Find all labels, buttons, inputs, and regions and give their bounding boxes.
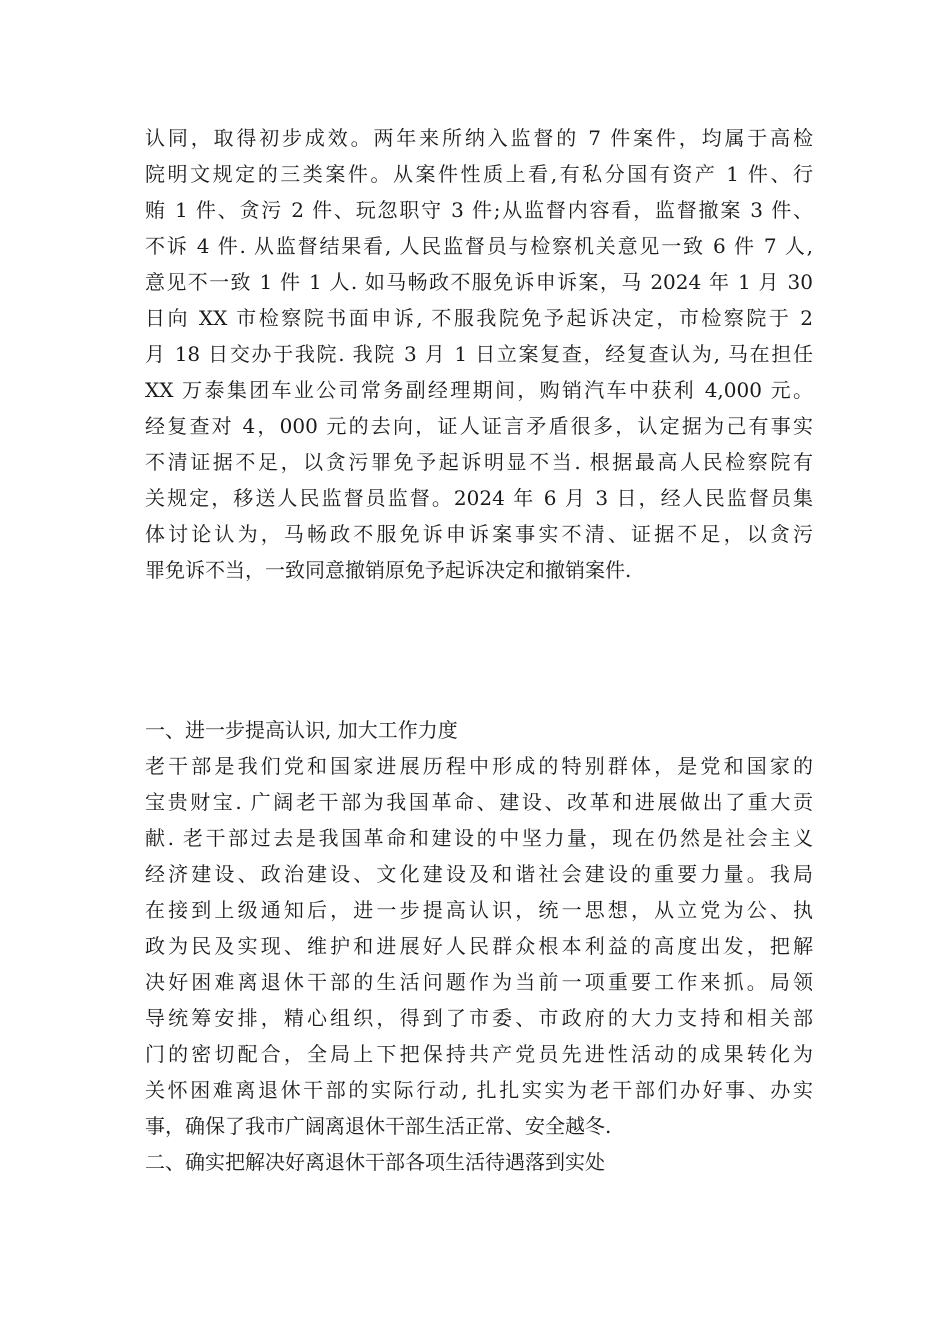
- paragraph-line: 贿 1 件、贪污 2 件、玩忽职守 3 件;从监督内容看，监督撤案 3 件、: [145, 198, 813, 222]
- paragraph-line: XX 万泰集团车业公司常务副经理期间，购销汽车中获利 4,000 元。: [145, 378, 813, 402]
- case-paragraph: [145, 120, 813, 588]
- paragraph-line: 罪免诉不当，一致同意撤销原免予起诉决定和撤销案件.: [145, 558, 632, 582]
- section-block: [145, 712, 813, 1180]
- paragraph-line: 导统筹安排，精心组织，得到了市委、市政府的大力支持和相关部: [145, 1006, 813, 1030]
- paragraph-line: 决好困难离退休干部的生活问题作为当前一项重要工作来抓。局领: [145, 970, 813, 994]
- paragraph-line: 政为民及实现、维护和进展好人民群众根本利益的高度出发，把解: [145, 934, 813, 958]
- paragraph-line: 献. 老干部过去是我国革命和建设的中坚力量，现在仍然是社会主义: [145, 826, 813, 850]
- paragraph-line: 门的密切配合，全局上下把保持共产党员先进性活动的成果转化为: [145, 1042, 813, 1066]
- paragraph-line: 宝贵财宝. 广阔老干部为我国革命、建设、改革和进展做出了重大贡: [145, 790, 813, 814]
- paragraph-line: 体讨论认为，马畅政不服免诉申诉案事实不清、证据不足，以贪污: [145, 522, 813, 546]
- paragraph-line: 认同，取得初步成效。两年来所纳入监督的 7 件案件，均属于高检: [145, 126, 813, 150]
- paragraph-line: 日向 XX 市检察院书面申诉, 不服我院免予起诉决定，市检察院于 2: [145, 306, 813, 330]
- paragraph-line: 不诉 4 件. 从监督结果看, 人民监督员与检察机关意见一致 6 件 7 人,: [145, 234, 813, 258]
- paragraph-line: 关规定，移送人民监督员监督。2024 年 6 月 3 日，经人民监督员集: [145, 486, 813, 510]
- section-heading: 二、确实把解决好离退休干部各项生活待遇落到实处: [145, 1150, 605, 1174]
- paragraph-line: 意见不一致 1 件 1 人. 如马畅政不服免诉申诉案，马 2024 年 1 月 30: [145, 270, 813, 294]
- section-heading: 一、进一步提高认识, 加大工作力度: [145, 718, 458, 742]
- paragraph-line: 关怀困难离退休干部的实际行动, 扎扎实实为老干部们办好事、办实: [145, 1078, 813, 1102]
- paragraph-line: 经复查对 4，000 元的去向，证人证言矛盾很多，认定据为己有事实: [145, 414, 813, 438]
- paragraph-line: 老干部是我们党和国家进展历程中形成的特别群体，是党和国家的: [145, 754, 813, 778]
- paragraph-line: 经济建设、政治建设、文化建设及和谐社会建设的重要力量。我局: [145, 862, 813, 886]
- paragraph-line: 月 18 日交办于我院. 我院 3 月 1 日立案复查，经复查认为, 马在担任: [145, 342, 813, 366]
- paragraph-line: 事，确保了我市广阔离退休干部生活正常、安全越冬.: [145, 1114, 612, 1138]
- paragraph-line: 在接到上级通知后，进一步提高认识，统一思想，从立党为公、执: [145, 898, 813, 922]
- paragraph-line: 不清证据不足，以贪污罪免予起诉明显不当. 根据最高人民检察院有: [145, 450, 813, 474]
- paragraph-line: 院明文规定的三类案件。从案件性质上看,有私分国有资产 1 件、行: [145, 162, 813, 186]
